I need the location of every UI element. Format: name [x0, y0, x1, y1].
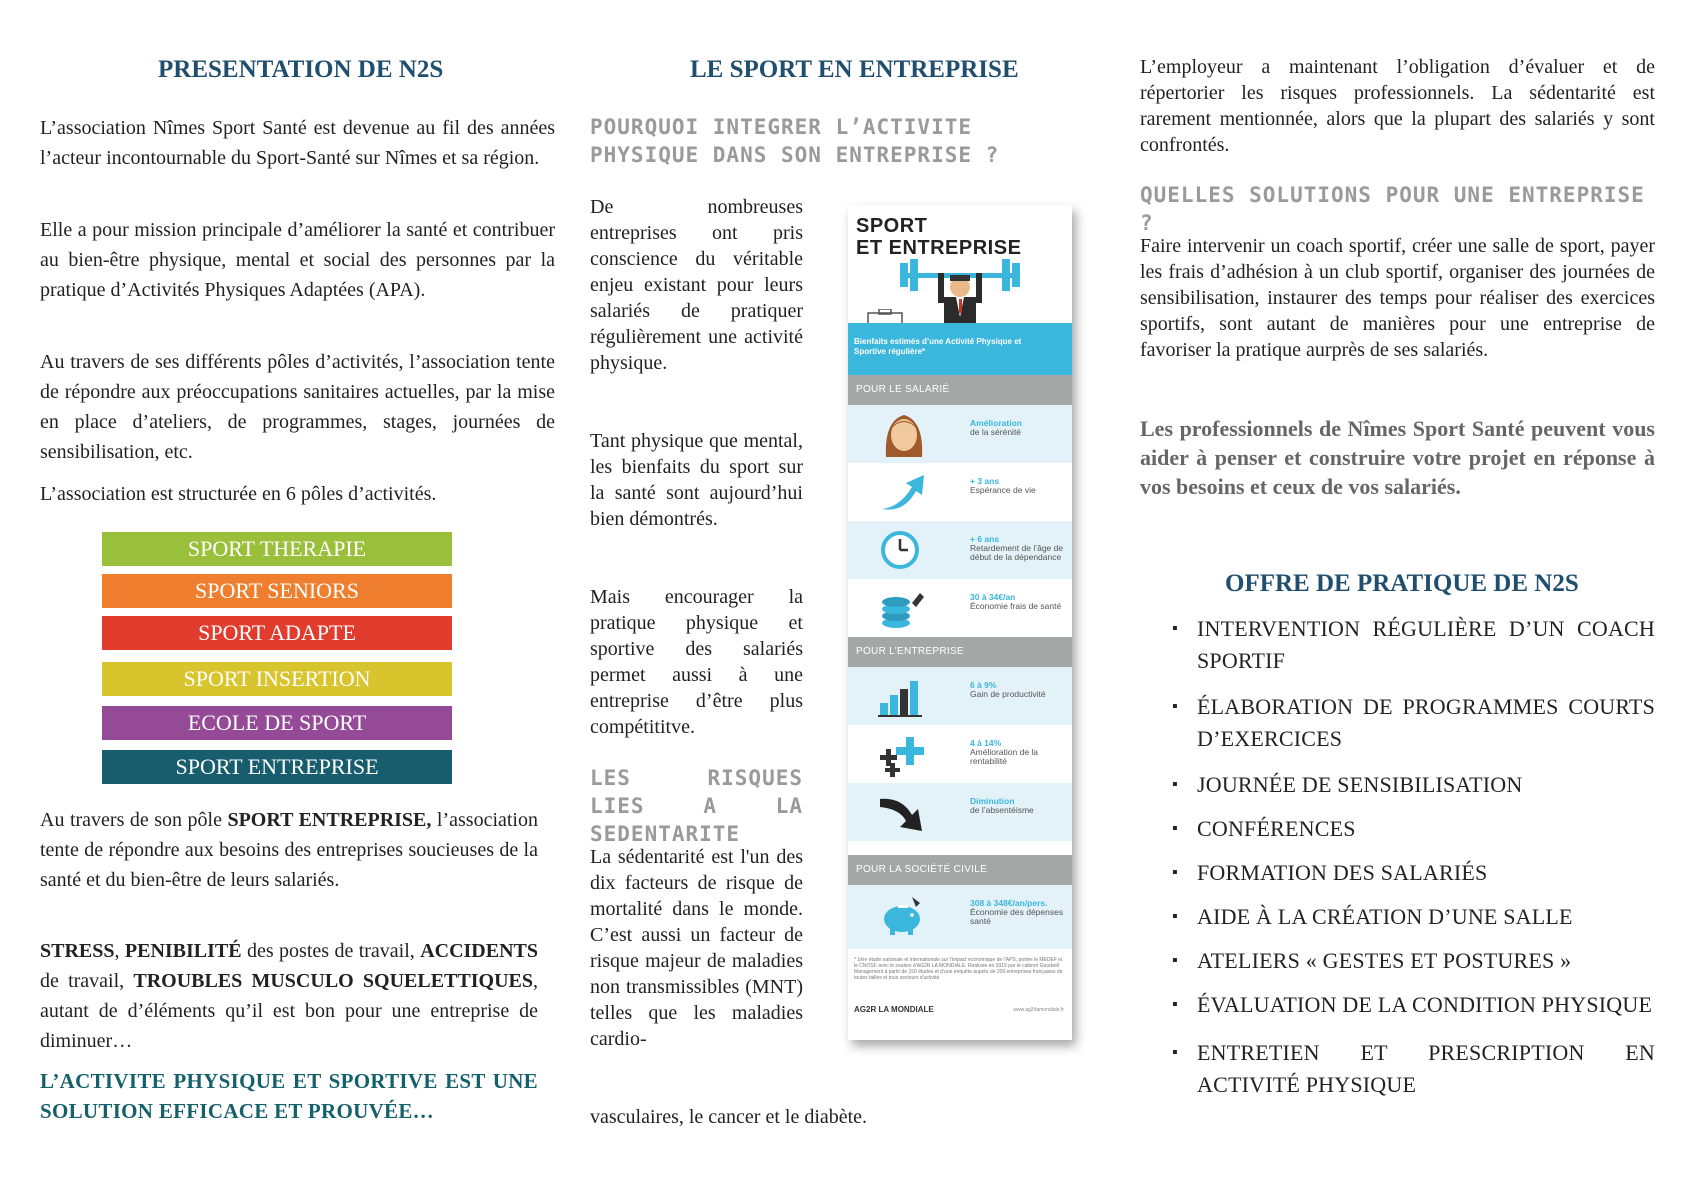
list-item: ▪ ÉLABORATION DE PROGRAMMES COURTS D’EXERCICES [1172, 694, 1655, 751]
infographic-footnote: * 1ère étude nationale et internationale sur l’impact économique de l’APS, portée le MEDEF et le CNOSF avec le soutien d’AG2R LA MONDIALE. Réalisée en 2015 par le cabinet Goodwill Management à partir de 150 études et d’une enquête auprès de 200 entreprises françaises de toutes tailles et tous secteurs d’activité [854, 957, 1063, 981]
category-band-societe: POUR LA SOCIÉTÉ CIVILE [848, 855, 1072, 885]
benefit-row: + 3 ans Espérance de vie [848, 463, 1072, 521]
section-title: PRESENTATION DE N2S [158, 56, 444, 83]
category-band-salarie: POUR LE SALARIÉ [848, 375, 1072, 405]
list-item: ▪ CONFÉRENCES [1172, 816, 1356, 841]
pole-ecole-de-sport: ECOLE DE SPORT [102, 706, 452, 740]
paragraph: Tant physique que mental, les bienfaits du sport sur la santé sont aujourd’hui bien démontrés. [590, 430, 803, 530]
bar-chart-icon [876, 673, 932, 719]
paragraph: L’employeur a maintenant l’obligation d’évaluer et de répertorier les risques professionnels. La sédentarité est rarement mentionnée, alors que la plupart des salariés y sont confrontés. [1140, 56, 1655, 156]
clock-icon [876, 527, 932, 573]
list-item: ▪ FORMATION DES SALARIÉS [1172, 860, 1488, 885]
subsection-title: POURQUOI INTEGRER L’ACTIVITE PHYSIQUE DANS SON ENTREPRISE ? [590, 115, 1000, 167]
paragraph: Mais encourager la pratique physique et sportive des salariés permet aussi à une entreprise d’être plus compétititve. [590, 586, 803, 738]
infographic-banner: Bienfaits estimés d’une Activité Physique et Sportive régulière* [848, 323, 1072, 375]
paragraph: Elle a pour mission principale d’améliorer la santé et contribuer au bien-être physique, mental et social des personnes par la pratique d’Activités Physiques Adaptées (APA). [40, 219, 555, 301]
pole-sport-therapie: SPORT THERAPIE [102, 532, 452, 566]
category-band-entreprise: POUR L’ENTREPRISE [848, 637, 1072, 667]
list-item: ▪ ATELIERS « GESTES ET POSTURES » [1172, 948, 1572, 973]
list-item: ▪ AIDE À LA CRÉATION D’UNE SALLE [1172, 904, 1573, 929]
pole-sport-insertion: SPORT INSERTION [102, 662, 452, 696]
paragraph-end: vasculaires, le cancer et le diabète. [590, 1106, 868, 1128]
pole-sport-entreprise: SPORT ENTREPRISE [102, 750, 452, 784]
benefit-row: Amélioration de la sérénité [848, 405, 1072, 463]
plus-signs-icon [876, 731, 932, 777]
highlight-paragraph: Les professionnels de Nîmes Sport Santé peuvent vous aider à penser et construire votre projet en réponse à vos besoins et ceux de vos salariés. [1140, 416, 1655, 499]
benefit-row: Diminution de l’absentéisme [848, 783, 1072, 841]
paragraph: Au travers de son pôle SPORT ENTREPRISE, l’association tente de répondre aux besoins des entreprises soucieuses de la santé et du bien-être de leurs salariés. [40, 809, 538, 891]
ag2r-logo: AG2R LA MONDIALE [854, 1005, 934, 1014]
list-item: ▪ ENTRETIEN ET PRESCRIPTION EN ACTIVITÉ PHYSIQUE [1172, 1040, 1655, 1097]
paragraph: STRESS, PENIBILITÉ des postes de travail, ACCIDENTS de travail, TROUBLES MUSCULO SQUELETTIQUES, autant de d’éléments qu’il est bon pour une entreprise de diminuer… [40, 940, 538, 1052]
list-item: ▪ INTERVENTION RÉGULIÈRE D’UN COACH SPORTIF [1172, 616, 1655, 673]
paragraph: De nombreuses entreprises ont pris conscience du véritable enjeu existant pour leurs salariés de pratiquer régulièrement une activité physique. [590, 196, 803, 374]
offer-list [1140, 613, 1655, 1101]
paragraph: La sédentarité est l'un des dix facteurs de risque de mortalité dans le monde. C’est aussi un facteur de risque majeur de maladies non transmissibles (MNT) telles que les maladies cardio- [590, 846, 803, 1050]
woman-face-icon [876, 411, 932, 457]
benefit-row: 30 à 34€/an Économie frais de santé [848, 579, 1072, 637]
benefit-row: 4 à 14% Amélioration de la rentabilité [848, 725, 1072, 783]
paragraph: L’association est structurée en 6 pôles d’activités. [40, 483, 437, 505]
pole-sport-adapte: SPORT ADAPTE [102, 616, 452, 650]
pole-sport-seniors: SPORT SENIORS [102, 574, 452, 608]
conclusion-text: L’ACTIVITE PHYSIQUE ET SPORTIVE EST UNE SOLUTION EFFICACE ET PROUVÉE… [40, 1069, 538, 1123]
infographic-title: SPORT ET ENTREPRISE [856, 215, 1022, 259]
falling-arrow-icon [876, 789, 932, 835]
sport-entreprise-infographic [848, 205, 1072, 1040]
subsection-title: QUELLES SOLUTIONS POUR UNE ENTREPRISE ? [1140, 183, 1645, 235]
subsection-title: LES RISQUES LIES A LA SEDENTARITE [590, 766, 803, 846]
benefit-row: + 6 ans Retardement de l’âge de début de la dépendance [848, 521, 1072, 579]
infographic-url: www.ag2rlamondiale.fr [1013, 1007, 1064, 1013]
list-item: ▪ JOURNÉE DE SENSIBILISATION [1172, 772, 1523, 797]
section-title: LE SPORT EN ENTREPRISE [690, 56, 1019, 83]
piggy-bank-icon [876, 891, 932, 937]
section-title: OFFRE DE PRATIQUE DE N2S [1225, 570, 1579, 597]
benefit-row: 308 à 348€/an/pers. Économie des dépenses santé [848, 885, 1072, 949]
weightlifter-icon [898, 255, 1022, 327]
list-item: ▪ ÉVALUATION DE LA CONDITION PHYSIQUE [1172, 992, 1653, 1017]
paragraph: Au travers de ses différents pôles d’activités, l’association tente de répondre aux préoccupations sanitaires actuelles, par la mise en place d’ateliers, de programmes, stages, journées de sensibilisation, etc. [40, 351, 555, 463]
coins-icon [876, 585, 932, 631]
paragraph: Faire intervenir un coach sportif, créer une salle de sport, payer les frais d’adhésion à un club sportif, organiser des journées de sensibilisation, instaurer des temps pour réaliser des exercices sportifs, sont autant de manières pour une entreprise de favoriser la pratique aurprès de ses salariés. [1140, 235, 1655, 361]
paragraph: L’association Nîmes Sport Santé est devenue au fil des années l’acteur incontournable du Sport-Santé sur Nîmes et sa région. [40, 117, 555, 169]
rising-arrow-icon [876, 469, 932, 515]
benefit-row: 6 à 9% Gain de productivité [848, 667, 1072, 725]
